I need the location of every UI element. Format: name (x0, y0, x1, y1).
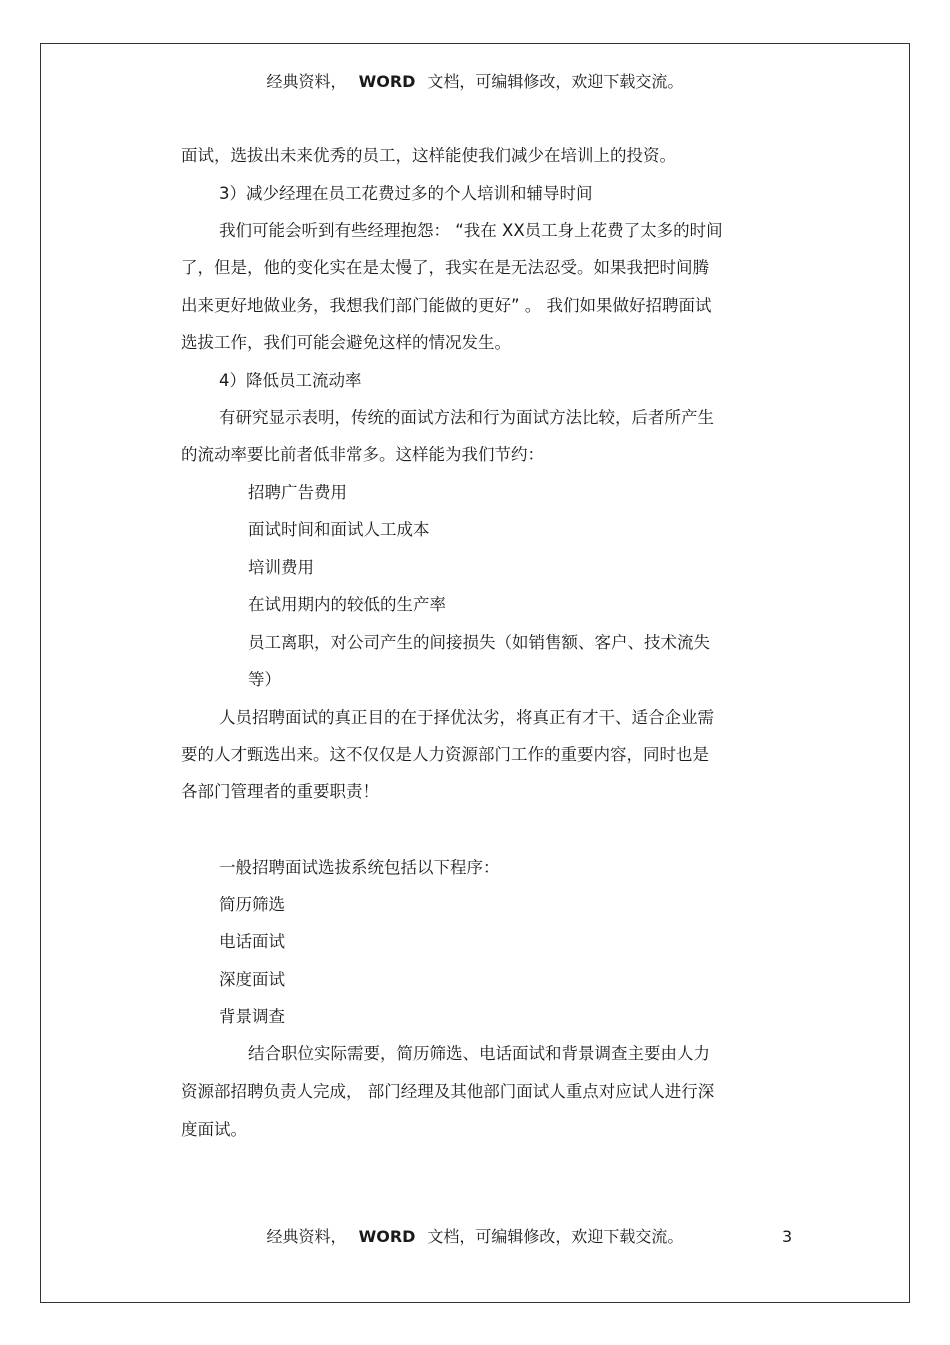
text-line: 要的人才甄选出来。这不仅仅是人力资源部门工作的重要内容，同时也是 (181, 745, 709, 764)
text-line: 了，但是，他的变化实在是太慢了，我实在是无法忍受。如果我把时间腾 (181, 258, 709, 277)
text-line: 面试，选拔出未来优秀的员工，这样能使我们减少在培训上的投资。 (181, 146, 676, 165)
text-line: 结合职位实际需要，简历筛选、电话面试和背景调查主要由人力 (248, 1044, 710, 1063)
section-heading: 3）减少经理在员工花费过多的个人培训和辅导时间 (219, 184, 593, 203)
footer-post: 文档，可编辑修改，欢迎下载交流。 (427, 1227, 684, 1246)
text-line: 度面试。 (181, 1120, 247, 1139)
text-line: 有研究显示表明，传统的面试方法和行为面试方法比较，后者所产生 (219, 408, 714, 427)
page-header (0, 71, 950, 93)
header-word: WORD (358, 72, 416, 91)
text-line: 选拔工作，我们可能会避免这样的情况发生。 (181, 333, 511, 352)
list-item: 深度面试 (219, 970, 285, 989)
list-item: 简历筛选 (219, 895, 285, 914)
text-line: 人员招聘面试的真正目的在于择优汰劣，将真正有才干、适合企业需 (219, 708, 714, 727)
text-line: 出来更好地做业务，我想我们部门能做的更好” 。 我们如果做好招聘面试 (181, 296, 712, 315)
list-item: 培训费用 (248, 558, 314, 577)
text-line: 我们可能会听到有些经理抱怨： “我在 XX员工身上花费了太多的时间 (219, 221, 723, 240)
text-line: 各部门管理者的重要职责！ (181, 782, 379, 801)
footer-pre: 经典资料， (266, 1227, 347, 1246)
list-item: 员工离职，对公司产生的间接损失（如销售额、客户、技术流失 (248, 633, 710, 652)
list-item: 电话面试 (219, 932, 285, 951)
list-item: 背景调查 (219, 1007, 285, 1026)
list-item: 招聘广告费用 (248, 483, 347, 502)
list-item: 面试时间和面试人工成本 (248, 520, 430, 539)
page-footer (0, 1226, 950, 1248)
section-heading: 4）降低员工流动率 (219, 371, 362, 390)
footer-word: WORD (358, 1227, 416, 1246)
text-line: 一般招聘面试选拔系统包括以下程序： (219, 858, 500, 877)
header-pre: 经典资料， (266, 72, 347, 91)
text-line: 的流动率要比前者低非常多。这样能为我们节约： (181, 445, 544, 464)
text-line: 资源部招聘负责人完成， 部门经理及其他部门面试人重点对应试人进行深 (181, 1082, 715, 1101)
page-number: 3 (782, 1227, 793, 1246)
header-post: 文档，可编辑修改，欢迎下载交流。 (427, 72, 684, 91)
list-item: 等） (248, 670, 281, 689)
list-item: 在试用期内的较低的生产率 (248, 595, 446, 614)
